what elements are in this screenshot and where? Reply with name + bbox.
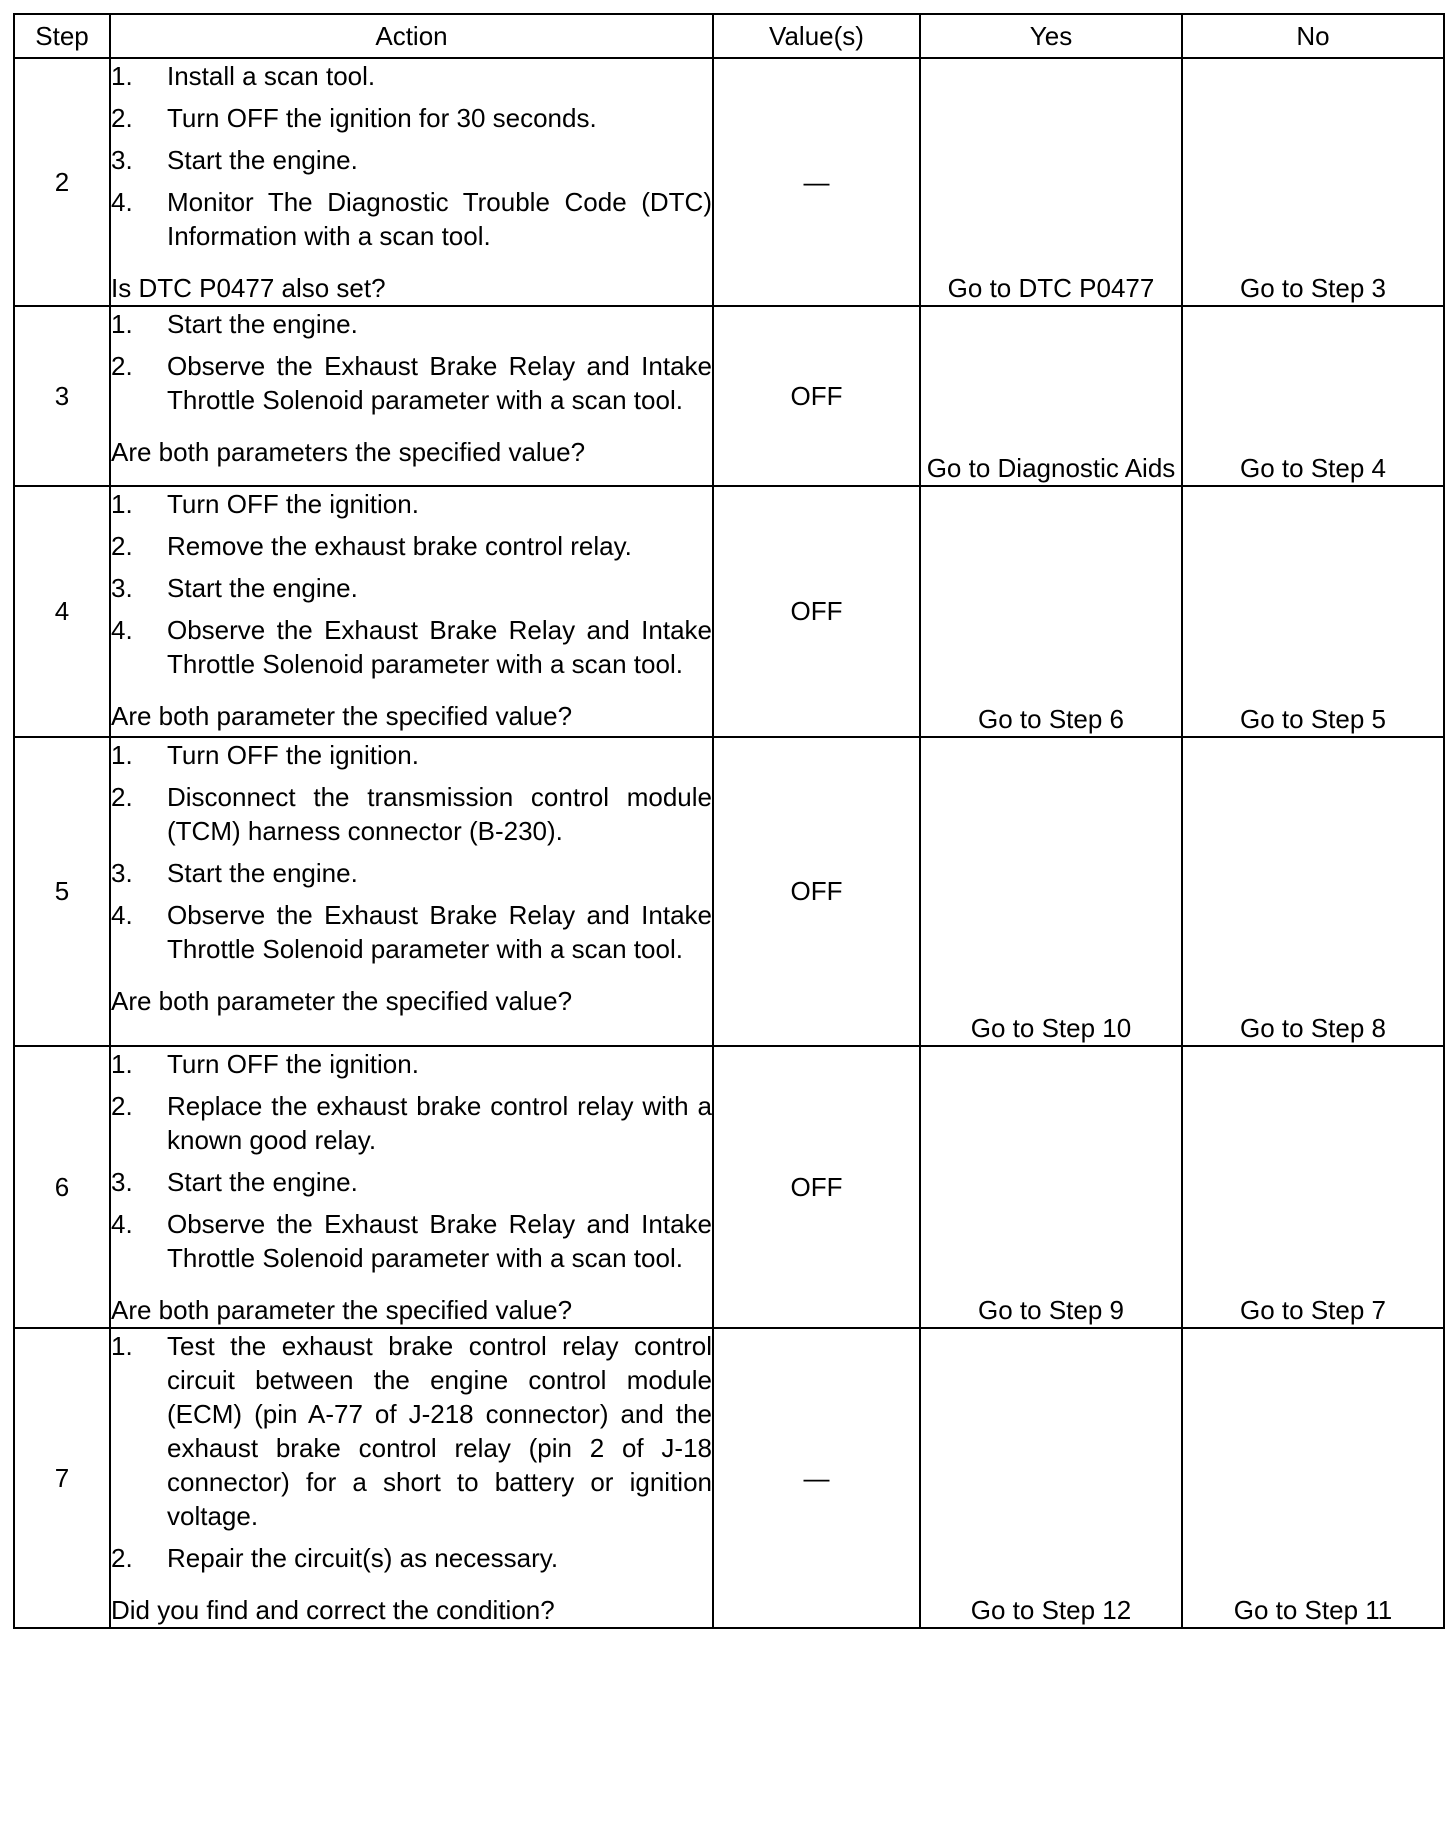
action-item-text: Observe the Exhaust Brake Relay and Intake Throttle Solenoid parameter with a scan tool. (167, 351, 712, 415)
action-item-text: Start the engine. (167, 858, 358, 888)
action-item (111, 738, 712, 772)
value-cell: OFF (713, 1046, 920, 1328)
action-item-number: 4. (111, 187, 133, 217)
action-item-number: 3. (111, 573, 133, 603)
action-item-number: 1. (111, 1331, 133, 1361)
action-item-text: Monitor The Diagnostic Trouble Code (DTC) Information with a scan tool. (167, 187, 712, 251)
action-item-number: 1. (111, 489, 133, 519)
step-number: 2 (14, 58, 110, 306)
action-item (111, 1541, 712, 1575)
action-item (111, 1329, 712, 1533)
action-item-number: 4. (111, 900, 133, 930)
action-list (111, 487, 712, 681)
action-item-text: Install a scan tool. (167, 61, 376, 91)
action-item (111, 1207, 712, 1275)
no-cell: Go to Step 4 (1182, 306, 1444, 486)
action-item-text: Replace the exhaust brake control relay with a known good relay. (167, 1091, 712, 1155)
step-number: 3 (14, 306, 110, 486)
header-yes: Yes (920, 14, 1182, 58)
action-item-number: 1. (111, 740, 133, 770)
no-cell: Go to Step 8 (1182, 737, 1444, 1046)
value-cell: — (713, 1328, 920, 1628)
action-item-text: Observe the Exhaust Brake Relay and Intake Throttle Solenoid parameter with a scan tool. (167, 615, 712, 679)
table-row (14, 1328, 1444, 1628)
header-row (14, 14, 1444, 58)
yes-cell: Go to Step 9 (920, 1046, 1182, 1328)
action-item-number: 1. (111, 61, 133, 91)
action-item-number: 2. (111, 103, 133, 133)
action-cell (110, 58, 713, 306)
action-item-text: Turn OFF the ignition. (167, 740, 419, 770)
action-cell (110, 737, 713, 1046)
action-item-text: Disconnect the transmission control module (TCM) harness connector (B-230). (167, 782, 712, 846)
action-item (111, 1047, 712, 1081)
table-row (14, 306, 1444, 486)
action-question: Are both parameters the specified value? (111, 437, 586, 467)
action-question: Did you find and correct the condition? (111, 1595, 555, 1625)
action-item (111, 143, 712, 177)
action-cell (110, 486, 713, 737)
action-item (111, 856, 712, 890)
action-item-text: Turn OFF the ignition for 30 seconds. (167, 103, 597, 133)
step-number: 5 (14, 737, 110, 1046)
table-row (14, 58, 1444, 306)
action-item-number: 2. (111, 351, 133, 381)
action-item-number: 4. (111, 615, 133, 645)
yes-cell: Go to Step 6 (920, 486, 1182, 737)
action-item (111, 101, 712, 135)
yes-cell: Go to Step 12 (920, 1328, 1182, 1628)
action-item (111, 898, 712, 966)
action-item-number: 1. (111, 1049, 133, 1079)
table-row (14, 737, 1444, 1046)
yes-cell: Go to DTC P0477 (920, 58, 1182, 306)
step-number: 6 (14, 1046, 110, 1328)
action-item-number: 4. (111, 1209, 133, 1239)
action-item (111, 307, 712, 341)
action-item-text: Test the exhaust brake control relay control circuit between the engine control module (ECM) (pin A-77 of J-218 connector) and the exhaust brake control relay (pin 2 of J-18 connector) for a short to battery or ignition voltage. (167, 1331, 712, 1531)
action-cell (110, 1046, 713, 1328)
action-item-number: 2. (111, 1543, 133, 1573)
header-no: No (1182, 14, 1444, 58)
action-item (111, 185, 712, 253)
action-question: Are both parameter the specified value? (111, 1295, 573, 1325)
action-item-text: Observe the Exhaust Brake Relay and Intake Throttle Solenoid parameter with a scan tool. (167, 900, 712, 964)
action-item (111, 529, 712, 563)
action-item-text: Start the engine. (167, 573, 358, 603)
no-cell: Go to Step 5 (1182, 486, 1444, 737)
action-item-text: Turn OFF the ignition. (167, 1049, 419, 1079)
no-cell: Go to Step 3 (1182, 58, 1444, 306)
action-item-number: 3. (111, 145, 133, 175)
table-row (14, 1046, 1444, 1328)
header-step: Step (14, 14, 110, 58)
action-item (111, 349, 712, 417)
action-item-number: 1. (111, 309, 133, 339)
value-cell: OFF (713, 737, 920, 1046)
step-number: 7 (14, 1328, 110, 1628)
action-item (111, 59, 712, 93)
action-item-text: Repair the circuit(s) as necessary. (167, 1543, 559, 1573)
header-action: Action (110, 14, 713, 58)
diagnostic-table (13, 13, 1445, 1629)
yes-cell: Go to Diagnostic Aids (920, 306, 1182, 486)
table-body (14, 58, 1444, 1628)
action-cell (110, 306, 713, 486)
action-item-text: Turn OFF the ignition. (167, 489, 419, 519)
action-item (111, 613, 712, 681)
action-item (111, 487, 712, 521)
yes-cell: Go to Step 10 (920, 737, 1182, 1046)
action-question: Are both parameter the specified value? (111, 986, 573, 1016)
value-cell: — (713, 58, 920, 306)
action-item-text: Start the engine. (167, 309, 358, 339)
action-list (111, 59, 712, 253)
value-cell: OFF (713, 486, 920, 737)
action-list (111, 738, 712, 966)
action-item-number: 3. (111, 1167, 133, 1197)
action-item-text: Observe the Exhaust Brake Relay and Intake Throttle Solenoid parameter with a scan tool. (167, 1209, 712, 1273)
header-values: Value(s) (713, 14, 920, 58)
action-item (111, 1165, 712, 1199)
action-item-number: 3. (111, 858, 133, 888)
action-question: Is DTC P0477 also set? (111, 273, 386, 303)
action-item-text: Start the engine. (167, 1167, 358, 1197)
action-list (111, 1329, 712, 1575)
table-row (14, 486, 1444, 737)
action-item-number: 2. (111, 1091, 133, 1121)
action-item (111, 571, 712, 605)
action-item-text: Remove the exhaust brake control relay. (167, 531, 632, 561)
no-cell: Go to Step 11 (1182, 1328, 1444, 1628)
action-question: Are both parameter the specified value? (111, 701, 573, 731)
action-item-number: 2. (111, 782, 133, 812)
action-cell (110, 1328, 713, 1628)
value-cell: OFF (713, 306, 920, 486)
action-item-number: 2. (111, 531, 133, 561)
action-item (111, 780, 712, 848)
step-number: 4 (14, 486, 110, 737)
no-cell: Go to Step 7 (1182, 1046, 1444, 1328)
action-item-text: Start the engine. (167, 145, 358, 175)
action-list (111, 307, 712, 417)
action-item (111, 1089, 712, 1157)
action-list (111, 1047, 712, 1275)
